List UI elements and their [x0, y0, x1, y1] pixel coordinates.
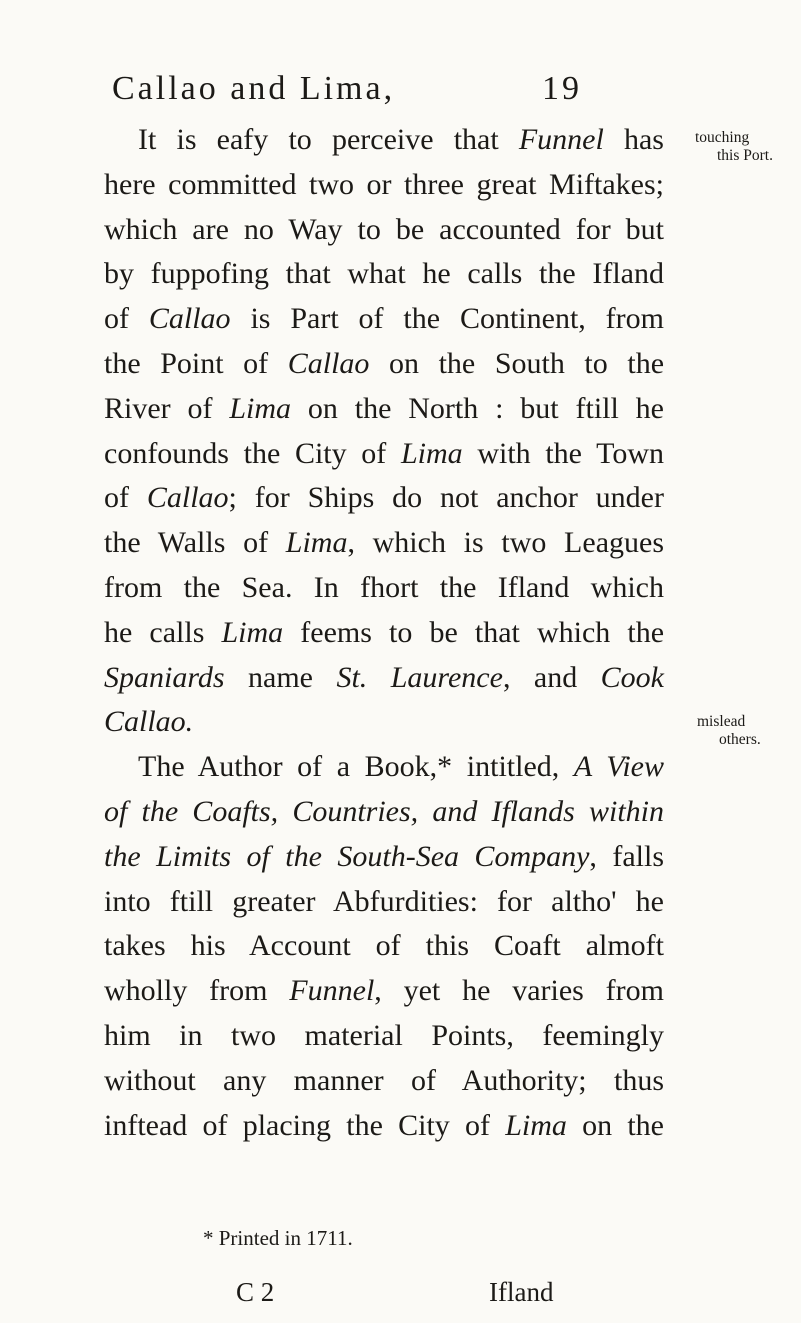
italic-text: Cook [600, 660, 664, 694]
text-segment: on the South to the [369, 346, 665, 380]
text-line [104, 566, 664, 611]
text-segment: It is eafy to perceive that [138, 123, 519, 156]
text-line [104, 969, 664, 1014]
text-line [104, 835, 664, 880]
text-segment: feems to be that which the [283, 615, 665, 649]
text-line [104, 521, 664, 566]
text-segment: of [104, 302, 149, 336]
italic-text: Lima [400, 436, 463, 470]
paragraph-1 [104, 118, 664, 745]
text-segment: ; for Ships do not anchor under [228, 481, 664, 515]
catchword: Ifland [489, 1277, 554, 1307]
text-segment: , which is two Leagues [347, 526, 665, 560]
body-text [104, 118, 664, 1148]
text-segment: here committed two or three great Miftakes; [104, 167, 664, 201]
running-header [112, 70, 632, 118]
text-segment: , falls [589, 839, 664, 873]
italic-text: Lima [505, 1108, 567, 1142]
text-line [104, 1014, 664, 1059]
running-title: Callao and Lima, [112, 70, 396, 107]
footnote: * Printed in 1711. [203, 1226, 353, 1250]
italic-text: Funnel [518, 123, 604, 156]
text-segment: takes his Account of this Coaft almoft [104, 929, 664, 963]
text-segment: wholly from [104, 974, 290, 1008]
text-line [104, 342, 664, 387]
text-line [104, 387, 664, 432]
marginal-note-1-line-1: touching [695, 129, 750, 146]
text-line [104, 924, 664, 969]
text-line [104, 163, 664, 208]
text-segment: on the [566, 1108, 664, 1142]
text-line [104, 611, 664, 656]
text-segment: he calls [104, 615, 222, 649]
text-segment: has [603, 123, 664, 156]
italic-text: Spaniards [104, 660, 225, 694]
italic-text: Lima [221, 615, 284, 649]
text-line [104, 1104, 664, 1149]
italic-text: Lima [285, 526, 348, 560]
text-segment: him in two material Points, feemingly [104, 1018, 664, 1052]
text-segment: The Author of a Book,* intitled, [138, 750, 574, 784]
italic-text: Funnel [289, 974, 375, 1008]
text-line [104, 432, 664, 477]
text-segment: on the North : but ftill he [291, 391, 664, 425]
text-segment: , yet he varies from [374, 974, 664, 1008]
italic-text: Callao [146, 481, 229, 515]
text-segment: of [104, 481, 147, 515]
text-line [104, 745, 664, 790]
text-segment: the Walls of [104, 526, 286, 560]
paragraph-2 [104, 745, 664, 1148]
text-line [104, 790, 664, 835]
text-segment: inftead of placing the City of [104, 1108, 506, 1142]
text-line [104, 700, 664, 745]
italic-text: Callao. [104, 705, 194, 739]
page-number: 19 [542, 70, 582, 107]
marginal-note-2-line-1: mislead [697, 713, 746, 730]
italic-text: St. Laurence [336, 660, 503, 694]
text-line [104, 297, 664, 342]
text-segment: from the Sea. In fhort the Ifland which [104, 570, 664, 604]
text-segment: by fuppofing that what he calls the Ifland [104, 257, 664, 291]
text-segment: , and [502, 660, 601, 694]
text-segment: into ftill greater Abfurdities: for altho' he [104, 884, 664, 918]
text-line [104, 208, 664, 253]
signature-mark: C 2 [236, 1277, 275, 1307]
marginal-note-1-line-2: this Port. [717, 147, 773, 164]
italic-text: A View [573, 750, 664, 784]
italic-text: Lima [229, 391, 292, 425]
text-line [104, 1059, 664, 1104]
text-segment: with the Town [462, 436, 664, 470]
italic-text: Callao [287, 346, 370, 380]
text-line [104, 656, 664, 701]
text-segment: name [224, 660, 337, 694]
text-segment: confounds the City of [104, 436, 401, 470]
text-segment: is Part of the Continent, from [230, 302, 664, 336]
text-line [104, 252, 664, 297]
text-segment: River of [104, 391, 230, 425]
marginal-note-2-line-2: others. [719, 731, 761, 748]
text-line [104, 118, 664, 163]
text-line [104, 476, 664, 521]
text-segment: the Point of [104, 346, 288, 380]
italic-text: Callao [148, 302, 231, 336]
italic-text: the Limits of the South-Sea Company [104, 839, 590, 873]
text-segment: without any manner of Authority; thus [104, 1063, 664, 1097]
text-segment: which are no Way to be accounted for but [104, 212, 664, 246]
text-line [104, 880, 664, 925]
italic-text: of the Coafts, Countries, and Iflands within [104, 794, 664, 828]
